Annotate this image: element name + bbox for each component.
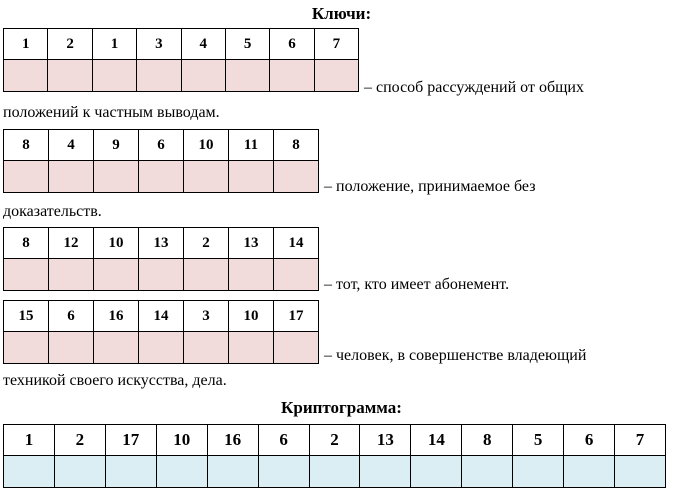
cryptogram-title: Криптограмма: bbox=[281, 398, 402, 417]
key-table-3 bbox=[3, 227, 319, 291]
key-definition-4-line2: техникой своего искусства, дела. bbox=[3, 372, 227, 389]
cryptogram-number: 2 bbox=[54, 425, 105, 456]
key-number: 2 bbox=[48, 29, 92, 60]
key-number: 8 bbox=[4, 228, 49, 259]
key-numbers-row bbox=[4, 130, 319, 161]
answer-cell[interactable] bbox=[207, 456, 258, 488]
answer-cell[interactable] bbox=[54, 456, 105, 488]
key-number: 12 bbox=[49, 228, 94, 259]
key-number: 1 bbox=[4, 29, 48, 60]
answer-cell[interactable] bbox=[105, 456, 156, 488]
key-table-1 bbox=[3, 28, 359, 92]
key-table-4 bbox=[3, 300, 319, 364]
key-number: 6 bbox=[270, 29, 314, 60]
answer-cell[interactable] bbox=[274, 259, 319, 291]
cryptogram-number: 6 bbox=[258, 425, 309, 456]
key-number: 16 bbox=[94, 301, 139, 332]
key-numbers-row bbox=[4, 29, 359, 60]
cryptogram-number: 16 bbox=[207, 425, 258, 456]
key-table-2 bbox=[3, 129, 319, 193]
answer-cell[interactable] bbox=[309, 456, 360, 488]
key-number: 13 bbox=[139, 228, 184, 259]
answer-cell[interactable] bbox=[49, 259, 94, 291]
answer-cell[interactable] bbox=[258, 456, 309, 488]
key-answer-row bbox=[4, 259, 319, 291]
key-number: 5 bbox=[225, 29, 269, 60]
key-numbers-row bbox=[4, 228, 319, 259]
cryptogram-number: 8 bbox=[462, 425, 513, 456]
answer-cell[interactable] bbox=[564, 456, 615, 488]
key-answer-row bbox=[4, 332, 319, 364]
key-number: 10 bbox=[94, 228, 139, 259]
key-answer-row bbox=[4, 161, 319, 193]
cryptogram-number: 14 bbox=[411, 425, 462, 456]
answer-cell[interactable] bbox=[229, 332, 274, 364]
answer-cell[interactable] bbox=[229, 161, 274, 193]
answer-cell[interactable] bbox=[184, 332, 229, 364]
cryptogram-number: 7 bbox=[615, 425, 666, 456]
answer-cell[interactable] bbox=[360, 456, 411, 488]
cryptogram-number: 6 bbox=[564, 425, 615, 456]
answer-cell[interactable] bbox=[184, 161, 229, 193]
answer-cell[interactable] bbox=[4, 259, 49, 291]
cryptogram-number: 2 bbox=[309, 425, 360, 456]
answer-cell[interactable] bbox=[139, 161, 184, 193]
key-number: 15 bbox=[4, 301, 49, 332]
cryptogram-number: 17 bbox=[105, 425, 156, 456]
answer-cell[interactable] bbox=[225, 60, 269, 92]
key-number: 10 bbox=[184, 130, 229, 161]
key-number: 6 bbox=[139, 130, 184, 161]
answer-cell[interactable] bbox=[4, 332, 49, 364]
answer-cell[interactable] bbox=[184, 259, 229, 291]
answer-cell[interactable] bbox=[94, 259, 139, 291]
key-number: 7 bbox=[314, 29, 358, 60]
key-definition-4-line1: – человек, в совершенстве владеющий bbox=[324, 347, 587, 364]
key-number: 10 bbox=[229, 301, 274, 332]
cryptogram-number: 5 bbox=[513, 425, 564, 456]
answer-cell[interactable] bbox=[4, 60, 48, 92]
answer-cell[interactable] bbox=[314, 60, 358, 92]
key-number: 8 bbox=[4, 130, 49, 161]
answer-cell[interactable] bbox=[615, 456, 666, 488]
answer-cell[interactable] bbox=[94, 161, 139, 193]
key-number: 6 bbox=[49, 301, 94, 332]
key-number: 2 bbox=[184, 228, 229, 259]
answer-cell[interactable] bbox=[462, 456, 513, 488]
key-number: 14 bbox=[274, 228, 319, 259]
key-answer-row bbox=[4, 60, 359, 92]
cryptogram-number: 1 bbox=[4, 425, 55, 456]
answer-cell[interactable] bbox=[137, 60, 181, 92]
cryptogram-number: 10 bbox=[156, 425, 207, 456]
answer-cell[interactable] bbox=[92, 60, 136, 92]
cryptogram-numbers-row bbox=[4, 425, 666, 456]
key-number: 4 bbox=[49, 130, 94, 161]
answer-cell[interactable] bbox=[513, 456, 564, 488]
key-definition-3-line1: – тот, кто имеет абонемент. bbox=[324, 276, 510, 293]
key-definition-1-line2: положений к частным выводам. bbox=[3, 104, 220, 121]
answer-cell[interactable] bbox=[156, 456, 207, 488]
answer-cell[interactable] bbox=[139, 332, 184, 364]
keys-title: Ключи: bbox=[311, 4, 372, 23]
answer-cell[interactable] bbox=[274, 332, 319, 364]
answer-cell[interactable] bbox=[270, 60, 314, 92]
key-number: 17 bbox=[274, 301, 319, 332]
key-number: 9 bbox=[94, 130, 139, 161]
key-number: 1 bbox=[92, 29, 136, 60]
key-number: 11 bbox=[229, 130, 274, 161]
answer-cell[interactable] bbox=[48, 60, 92, 92]
answer-cell[interactable] bbox=[4, 456, 55, 488]
cryptogram-number: 13 bbox=[360, 425, 411, 456]
answer-cell[interactable] bbox=[139, 259, 184, 291]
answer-cell[interactable] bbox=[411, 456, 462, 488]
key-definition-2-line1: – положение, принимаемое без bbox=[324, 178, 536, 195]
key-number: 3 bbox=[184, 301, 229, 332]
cryptogram-table bbox=[3, 424, 666, 488]
key-definition-2-line2: доказательств. bbox=[3, 203, 102, 220]
key-numbers-row bbox=[4, 301, 319, 332]
key-number: 14 bbox=[139, 301, 184, 332]
key-number: 13 bbox=[229, 228, 274, 259]
answer-cell[interactable] bbox=[4, 161, 49, 193]
key-number: 3 bbox=[137, 29, 181, 60]
key-number: 4 bbox=[181, 29, 225, 60]
answer-cell[interactable] bbox=[181, 60, 225, 92]
answer-cell[interactable] bbox=[94, 332, 139, 364]
answer-cell[interactable] bbox=[49, 332, 94, 364]
key-definition-1-line1: – способ рассуждений от общих bbox=[364, 79, 584, 96]
cryptogram-answer-row bbox=[4, 456, 666, 488]
answer-cell[interactable] bbox=[49, 161, 94, 193]
answer-cell[interactable] bbox=[229, 259, 274, 291]
answer-cell[interactable] bbox=[274, 161, 319, 193]
key-number: 8 bbox=[274, 130, 319, 161]
